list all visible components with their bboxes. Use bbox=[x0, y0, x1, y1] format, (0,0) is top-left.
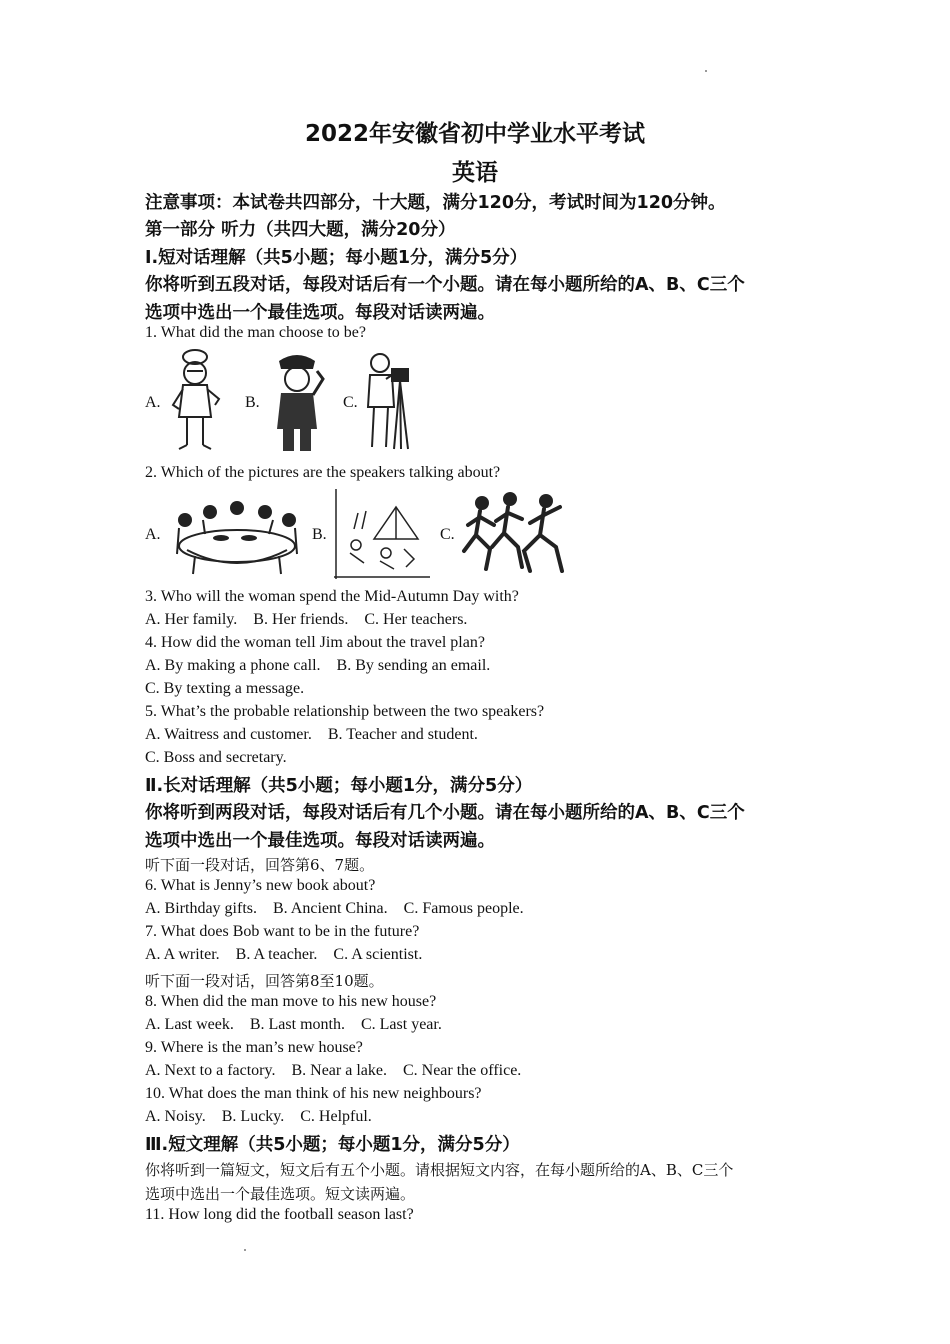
question-6: 6. What is Jenny’s new book about? bbox=[145, 877, 376, 894]
dialogue-lead: 听下面一段对话，回答第8至10题。 bbox=[145, 972, 384, 990]
section2-title: Ⅱ.长对话理解（共5小题；每小题1分，满分5分） bbox=[145, 776, 533, 796]
question-11: 11. How long did the football season last? bbox=[145, 1206, 414, 1223]
question-9-options: A. Next to a factory. B. Near a lake. C. Near the office. bbox=[145, 1062, 522, 1079]
exam-title: 2022年安徽省初中学业水平考试 bbox=[304, 121, 645, 147]
question-10: 10. What does the man think of his new neighbours? bbox=[145, 1085, 482, 1102]
question-9: 9. Where is the man’s new house? bbox=[145, 1039, 363, 1056]
question-8: 8. When did the man move to his new house? bbox=[145, 993, 437, 1010]
running-picture bbox=[460, 489, 572, 577]
question-3: 3. Who will the woman spend the Mid-Autumn Day with? bbox=[145, 588, 519, 605]
question-6-options: A. Birthday gifts. B. Ancient China. C. Famous people. bbox=[145, 900, 524, 917]
section1-instruction: 你将听到五段对话，每段对话后有一个小题。请在每小题所给的A、B、C三个 bbox=[145, 275, 745, 295]
option-c-label: C. bbox=[440, 526, 455, 543]
question-1: 1. What did the man choose to be? bbox=[145, 324, 366, 341]
section3-instruction: 选项中选出一个最佳选项。短文读两遍。 bbox=[145, 1185, 416, 1203]
question-3-options: A. Her family. B. Her friends. C. Her teachers. bbox=[145, 611, 468, 628]
question-8-options: A. Last week. B. Last month. C. Last year. bbox=[145, 1016, 442, 1033]
doctor-picture bbox=[165, 347, 227, 453]
question-5: 5. What’s the probable relationship between the two speakers? bbox=[145, 703, 545, 720]
option-b-label: B. bbox=[245, 394, 260, 411]
section3-title: Ⅲ.短文理解（共5小题；每小题1分，满分5分） bbox=[145, 1135, 520, 1155]
scan-speck bbox=[244, 1249, 246, 1251]
question-5-options: C. Boss and secretary. bbox=[145, 749, 287, 766]
question-2: 2. Which of the pictures are the speakers talking about? bbox=[145, 464, 501, 481]
photographer-picture bbox=[362, 347, 418, 453]
section1-title: Ⅰ.短对话理解（共5小题；每小题1分，满分5分） bbox=[145, 248, 528, 268]
section2-instruction: 选项中选出一个最佳选项。每段对话读两遍。 bbox=[145, 831, 495, 851]
question-7: 7. What does Bob want to be in the future? bbox=[145, 923, 420, 940]
option-a-label: A. bbox=[145, 526, 161, 543]
section2-instruction: 你将听到两段对话，每段对话后有几个小题。请在每小题所给的A、B、C三个 bbox=[145, 803, 745, 823]
part1-title: 第一部分 听力（共四大题，满分20分） bbox=[145, 220, 456, 240]
section1-instruction: 选项中选出一个最佳选项。每段对话读两遍。 bbox=[145, 303, 495, 323]
question-4-options: C. By texting a message. bbox=[145, 680, 305, 697]
section3-instruction: 你将听到一篇短文，短文后有五个小题。请根据短文内容，在每小题所给的A、B、C三个 bbox=[145, 1161, 734, 1179]
notice: 注意事项：本试卷共四部分，十大题，满分120分，考试时间为120分钟。 bbox=[145, 193, 726, 213]
exam-subject: 英语 bbox=[452, 160, 498, 186]
option-b-label: B. bbox=[312, 526, 327, 543]
question-7-options: A. A writer. B. A teacher. C. A scientist. bbox=[145, 946, 423, 963]
question-5-options: A. Waitress and customer. B. Teacher and student. bbox=[145, 726, 478, 743]
dialogue-lead: 听下面一段对话，回答第6、7题。 bbox=[145, 856, 375, 874]
option-a-label: A. bbox=[145, 394, 161, 411]
camping-picture bbox=[334, 489, 432, 579]
police-officer-picture bbox=[267, 349, 327, 455]
option-c-label: C. bbox=[343, 394, 358, 411]
question-4: 4. How did the woman tell Jim about the travel plan? bbox=[145, 634, 485, 651]
family-dinner-picture bbox=[165, 494, 310, 576]
question-10-options: A. Noisy. B. Lucky. C. Helpful. bbox=[145, 1108, 372, 1125]
question-4-options: A. By making a phone call. B. By sending an email. bbox=[145, 657, 491, 674]
scan-speck bbox=[705, 70, 707, 72]
